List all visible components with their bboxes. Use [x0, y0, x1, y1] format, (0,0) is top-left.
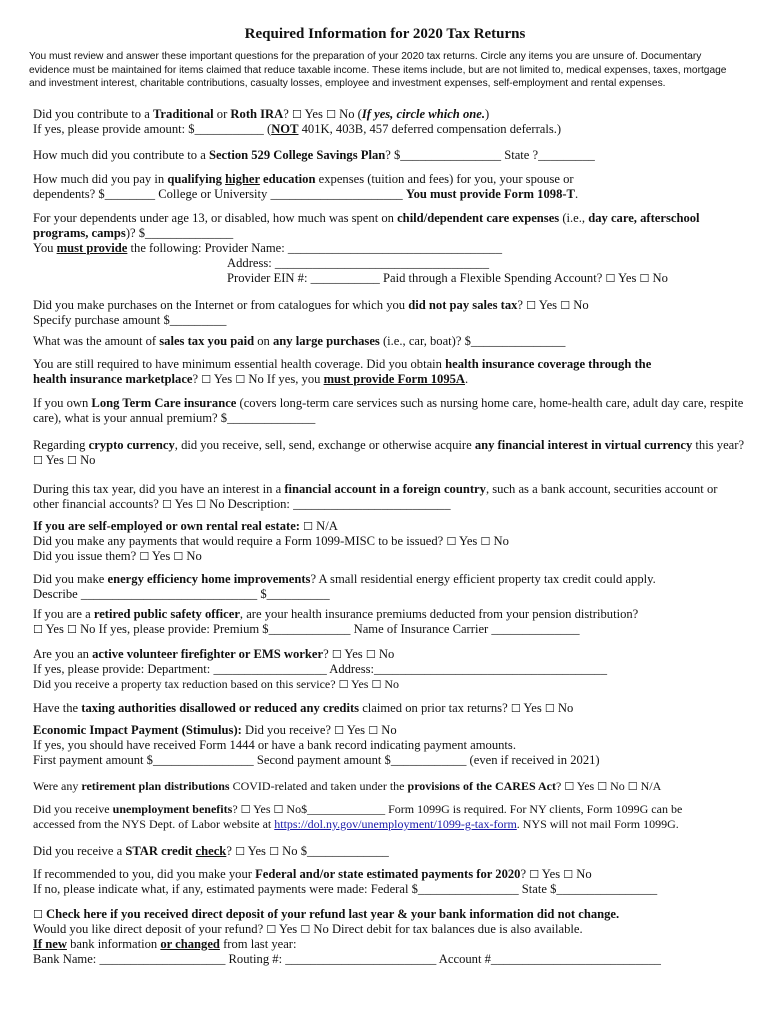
foreign-yes-checkbox[interactable]: ☐ — [162, 498, 172, 511]
internet-no-checkbox[interactable]: ☐ — [560, 299, 571, 312]
unemployment-no-checkbox[interactable]: ☐ — [273, 803, 284, 816]
star-no-checkbox[interactable]: ☐ — [269, 845, 279, 858]
public-safety-question: If you are a retired public safety officer, are your health insurance premiums deducted from your pension distribution? ☐ Yes ☐ No If yes, please provide: Premium $_____________ Name of Insurance Carrier ______________ — [33, 607, 639, 636]
pension-no-checkbox[interactable]: ☐ — [67, 623, 77, 636]
foreign-account-question: During this tax year, did you have an interest in a financial account in a foreign country, such as a bank account, securities account or other financial accounts? ☐ Yes ☐ No Description: _________________________ — [33, 482, 718, 511]
health-coverage-question: You are still required to have minimum essential health coverage. Did you obtain health insurance coverage through the health insurance marketplace? ☐ Yes ☐ No If yes, you must provide Form 1095A. — [33, 357, 652, 386]
crypto-no-checkbox[interactable]: ☐ — [67, 454, 77, 467]
ira-no-checkbox[interactable]: ☐ — [326, 108, 336, 121]
estimated-yes-checkbox[interactable]: ☐ — [529, 868, 540, 881]
intro-paragraph: You must review and answer these important questions for the preparation of your 2020 tax returns. Circle any items you are unsure of. Documentary evidence must be maintained for items claimed that reduce taxable income. These items include, but are not limited to, medical expenses, taxes, mortgage and investment interest, charitable contributions, casualty losses, employee and investment expenses, self-employment and rental expenses. — [29, 51, 727, 89]
nys-1099g-link[interactable]: https://dol.ny.gov/unemployment/1099-g-tax-form — [274, 817, 517, 831]
foreign-no-checkbox[interactable]: ☐ — [196, 498, 206, 511]
stimulus-no-checkbox[interactable]: ☐ — [368, 724, 379, 737]
health-no-checkbox[interactable]: ☐ — [235, 373, 246, 386]
misc-1099-yes-checkbox[interactable]: ☐ — [446, 535, 457, 548]
estimated-payments-question: If recommended to you, did you make your Federal and/or state estimated payments for 2020? ☐ Yes ☐ No If no, please indicate what, if any, estimated payments were made: Federal $________________ State $________________ — [33, 867, 658, 896]
bank-unchanged-checkbox[interactable]: ☐ — [33, 908, 43, 921]
retirement-yes-checkbox[interactable]: ☐ — [564, 780, 575, 793]
credits-disallowed-question: Have the taxing authorities disallowed or reduced any credits claimed on prior tax returns? ☐ Yes ☐ No — [33, 701, 574, 715]
direct-deposit-yes-checkbox[interactable]: ☐ — [266, 923, 277, 936]
direct-deposit-section: ☐ Check here if you received direct deposit of your refund last year & your bank information did not change. Would you like direct deposit of your refund? ☐ Yes ☐ No Direct debit for tax balances due is also available. If new bank information or changed from last year: Bank Name: ____________________ Routing #: ________________________ Account #___________________________ — [33, 907, 661, 966]
health-yes-checkbox[interactable]: ☐ — [201, 373, 212, 386]
estimated-no-checkbox[interactable]: ☐ — [563, 868, 574, 881]
fsa-yes-checkbox[interactable]: ☐ — [605, 272, 616, 285]
misc-1099-no-checkbox[interactable]: ☐ — [480, 535, 491, 548]
fsa-no-checkbox[interactable]: ☐ — [639, 272, 650, 285]
retirement-question: Were any retirement plan distributions COVID-related and taken under the provisions of the CARES Act? ☐ Yes ☐ No ☐ N/A — [33, 779, 662, 793]
retirement-no-checkbox[interactable]: ☐ — [597, 780, 608, 793]
sales-tax-question: What was the amount of sales tax you paid on any large purchases (i.e., car, boat)? $_______________ — [33, 334, 566, 348]
self-employed-question: If you are self-employed or own rental real estate: ☐ N/A Did you make any payments that would require a Form 1099-MISC to be issued? ☐ Yes ☐ No Did you issue them? ☐ Yes ☐ No — [33, 519, 509, 563]
education-question: How much did you pay in qualifying higher education expenses (tuition and fees) for you, your spouse or dependents? $________ College or University _____________________ You must provide Form 1098-T. — [33, 172, 579, 201]
star-credit-question: Did you receive a STAR credit check? ☐ Yes ☐ No $_____________ — [33, 844, 389, 858]
issued-no-checkbox[interactable]: ☐ — [173, 550, 184, 563]
star-yes-checkbox[interactable]: ☐ — [235, 845, 245, 858]
credits-yes-checkbox[interactable]: ☐ — [510, 702, 521, 715]
property-tax-no-checkbox[interactable]: ☐ — [371, 678, 382, 691]
volunteer-question: Are you an active volunteer firefighter or EMS worker? ☐ Yes ☐ No If yes, please provide: Department: __________________ Address:_____________________________________ Did you receive a property tax reduction based on this service? ☐ Yes ☐ No — [33, 647, 607, 691]
internet-purchases-question: Did you make purchases on the Internet or from catalogues for which you did not pay sales tax? ☐ Yes ☐ No Specify purchase amount $_________ — [33, 298, 589, 327]
issued-yes-checkbox[interactable]: ☐ — [139, 550, 150, 563]
self-employed-na-checkbox[interactable]: ☐ — [303, 520, 314, 533]
section-529-question: How much did you contribute to a Section 529 College Savings Plan? $________________ State ?_________ — [33, 148, 595, 162]
internet-yes-checkbox[interactable]: ☐ — [526, 299, 537, 312]
unemployment-question: Did you receive unemployment benefits? ☐ Yes ☐ No$_____________ Form 1099G is required. For NY clients, Form 1099G can be accessed from the NYS Dept. of Labor website at https://dol.ny.gov/unemployment/1099-g-tax-form. NYS will not mail Form 1099G. — [33, 802, 683, 831]
ira-yes-checkbox[interactable]: ☐ — [292, 108, 302, 121]
unemployment-yes-checkbox[interactable]: ☐ — [240, 803, 251, 816]
property-tax-yes-checkbox[interactable]: ☐ — [338, 678, 349, 691]
ira-question: Did you contribute to a Traditional or Roth IRA? ☐ Yes ☐ No (If yes, circle which one.) If yes, please provide amount: $___________ (NOT 401K, 403B, 457 deferred compensation deferrals.) — [33, 107, 562, 136]
dependent-care-question: For your dependents under age 13, or disabled, how much was spent on child/dependent care expenses (i.e., day care, afterschool programs, camps)? $______________ You must provide the following: Provider Name: __________________________________ Address: __________________________________ Provider EIN #: ___________ Paid through a Flexible Spending Account? ☐ Yes ☐ No — [33, 211, 700, 285]
stimulus-yes-checkbox[interactable]: ☐ — [334, 724, 345, 737]
crypto-yes-checkbox[interactable]: ☐ — [33, 454, 43, 467]
pension-yes-checkbox[interactable]: ☐ — [33, 623, 43, 636]
volunteer-yes-checkbox[interactable]: ☐ — [331, 648, 342, 661]
volunteer-no-checkbox[interactable]: ☐ — [365, 648, 376, 661]
stimulus-question: Economic Impact Payment (Stimulus): Did you receive? ☐ Yes ☐ No If yes, you should have received Form 1444 or have a bank record indicating payment amounts. First payment amount $________________ Second payment amount $____________ (even if received in 2021) — [33, 723, 600, 767]
retirement-na-checkbox[interactable]: ☐ — [627, 780, 638, 793]
page-title: Required Information for 2020 Tax Returns — [244, 26, 526, 42]
long-term-care-question: If you own Long Term Care insurance (covers long-term care services such as nursing home care, home-health care, adult day care, respite care), what is your annual premium? $______________ — [33, 396, 744, 425]
crypto-question: Regarding crypto currency, did you receive, sell, send, exchange or otherwise acquire any financial interest in virtual currency this year? ☐ Yes ☐ No — [33, 438, 745, 467]
direct-deposit-no-checkbox[interactable]: ☐ — [300, 923, 311, 936]
credits-no-checkbox[interactable]: ☐ — [544, 702, 555, 715]
energy-question: Did you make energy efficiency home improvements? A small residential energy efficient property tax credit could apply. Describe ____________________________ $__________ — [33, 572, 656, 601]
